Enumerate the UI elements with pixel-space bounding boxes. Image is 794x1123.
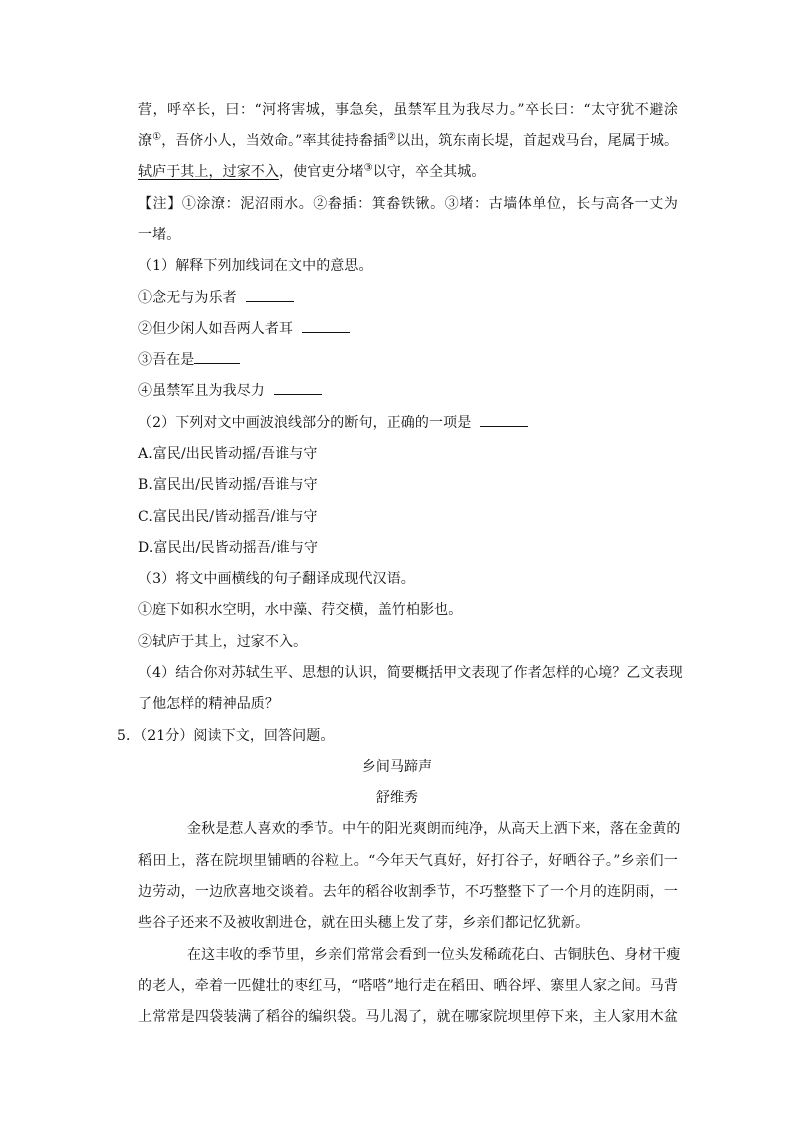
question-prompt: （3）将文中画横线的句子翻译成现代汉语。: [138, 571, 415, 587]
answer-blank[interactable]: [246, 285, 294, 302]
question-prompt: 了他怎样的精神品质？: [138, 696, 279, 712]
article-author: 舒维秀: [375, 790, 419, 806]
question-prompt: （2）下列对文中画波浪线部分的断句，正确的一项是: [138, 410, 678, 436]
article-line: 的老人，牵着一匹健壮的枣红马，“嗒嗒”地行走在稻田、晒谷坪、寨里人家之间。马背: [138, 978, 678, 994]
answer-blank[interactable]: [194, 347, 240, 364]
question-item: ②轼庐于其上，过家不入。: [138, 634, 308, 650]
passage-line: 营，呼卒长，曰：“河将害城，事急矣，虽禁军且为我尽力。”卒长曰：“太守犹不避涂: [138, 102, 678, 118]
passage-line: 轼庐于其上，过家不入，使官吏分堵③以守，卒全其城。: [138, 162, 486, 180]
article-title: 乡间马蹄声: [361, 759, 433, 775]
article-line: 金秋是惹人喜欢的季节。中午的阳光爽朗而纯净，从高天上洒下来，落在金黄的: [187, 821, 681, 837]
footnote-marker: ③: [363, 162, 373, 174]
passage-line: 潦①，吾侪小人，当效命。”率其徒持畚插②以出，筑东南长堤，首起戏马台，尾属于城。: [138, 131, 679, 149]
notes-line: 【注】①涂潦：泥沼雨水。②畚插：箕畚铁锹。③堵：古墙体单位，长与高各一丈为: [138, 196, 678, 212]
answer-blank[interactable]: [480, 410, 528, 427]
article-line: 些谷子还来不及被收割进仓，就在田头穗上发了芽，乡亲们都记忆犹新。: [138, 915, 590, 931]
question-prompt: （1）解释下列加线词在文中的意思。: [138, 258, 373, 274]
footnote-marker: ①: [152, 131, 162, 143]
option-d: D.富民出/民皆动摇吾/谁与守: [138, 540, 319, 556]
question-item: ④虽禁军且为我尽力: [138, 378, 678, 404]
article-line: 稻田上，落在院坝里铺晒的谷粒上。“今年天气真好，好打谷子，好晒谷子。”乡亲们一: [138, 853, 678, 869]
question-item: ①念无与为乐者: [138, 285, 678, 311]
option-c: C.富民出民/皆动摇吾/谁与守: [138, 509, 318, 525]
question-item: ②但少闲人如吾两人者耳: [138, 316, 678, 342]
footnote-marker: ②: [387, 131, 397, 143]
underlined-sentence: 轼庐于其上，过家不入: [138, 164, 279, 180]
question-item: ①庭下如积水空明，水中藻、荇交横，盖竹柏影也。: [138, 602, 463, 618]
article-line: 在这丰收的季节里，乡亲们常常会看到一位头发稀疏花白、古铜肤色、身材干瘦: [187, 947, 681, 963]
question-item: ③吾在是: [138, 347, 678, 373]
option-a: A.富民/出民皆动摇/吾谁与守: [138, 446, 318, 462]
article-line: 上常常是四袋装满了稻谷的编织袋。马儿渴了，就在哪家院坝里停下来，主人家用木盆: [138, 1009, 678, 1025]
answer-blank[interactable]: [274, 378, 322, 395]
question-prompt: （4）结合你对苏轼生平、思想的认识，简要概括甲文表现了作者怎样的心境？乙文表现: [138, 665, 683, 681]
option-b: B.富民出/民皆动摇/吾谁与守: [138, 477, 318, 493]
notes-line: 一堵。: [138, 227, 181, 243]
article-line: 边劳动，一边欣喜地交谈着。去年的稻谷收割季节，不巧整整下了一个月的连阴雨，一: [138, 884, 678, 900]
answer-blank[interactable]: [302, 316, 350, 333]
question-header: 5．（21分）阅读下文，回答问题。: [117, 728, 335, 744]
